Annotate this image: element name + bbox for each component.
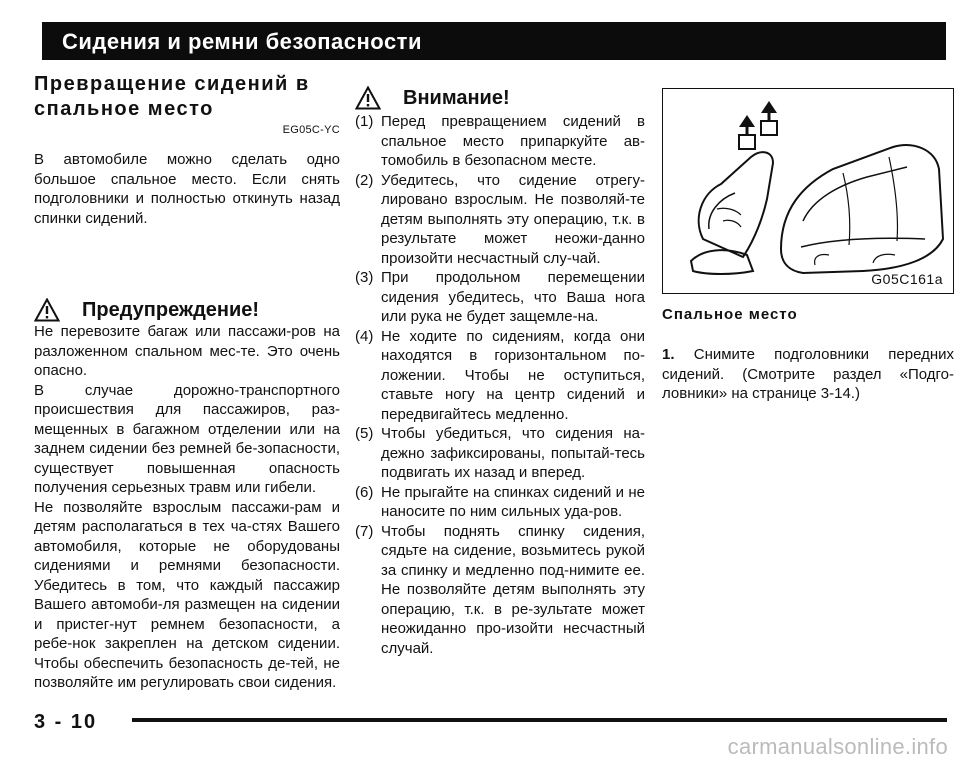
list-item-number: (2) xyxy=(355,171,374,189)
page-number: 3 - 10 xyxy=(34,711,98,733)
list-item xyxy=(355,424,645,483)
warning-text-1: Не перевозите багаж или пассажи-ров на разложенном спальном мес-те. Это очень опасно. xyxy=(34,323,340,379)
right-column xyxy=(662,88,954,404)
section-code: EG05C-YC xyxy=(282,124,340,136)
figure-code: G05C161a xyxy=(871,271,943,287)
attention-title: Внимание! xyxy=(403,86,510,109)
list-item-number: (4) xyxy=(355,327,374,345)
warning-text-2: В случае дорожно-транспортного происшествия для пассажиров, раз-мещенных в багажном отделении или на заднем сидении без ремней бе-зопасности, существует повышенная опасность получения серьезных травм или гибели. xyxy=(34,381,340,496)
sleeping-position-illustration xyxy=(662,88,954,294)
warning-text-3: Не позволяйте взрослым пассажи-рам и детям располагаться в тех ча-стях Вашего автомобиля, которые не оборудованы сидениями и ремнями безопасности. Убедитесь в том, что каждый пассажир Вашего автомоби-ля размещен на сидении и пристег-нут ремнем безопасности, а ребе-нок закреплен на детском сидении. Чтобы обеспечить безопасность де-тей, не позволяйте им регулировать свои сидения. xyxy=(34,498,340,691)
list-item-number: (1) xyxy=(355,113,374,130)
footer-rule xyxy=(132,718,947,722)
middle-column xyxy=(355,86,645,658)
list-item xyxy=(355,327,645,425)
seat-illustration xyxy=(663,89,953,293)
section-title: Превращение сидений в спальное место xyxy=(34,73,310,120)
list-item-number: (7) xyxy=(355,522,374,540)
step-text: Снимите подголовники передних сидений. (Смотрите раздел «Подго-ловники» на странице 3-14.) xyxy=(662,346,954,402)
list-item-number: (3) xyxy=(355,269,374,286)
warning-heading xyxy=(34,298,340,322)
list-item xyxy=(355,522,645,659)
list-item-text: Перед превращением сидений в спальное место припаркуйте ав-томобиль в безопасном месте. xyxy=(381,113,645,169)
list-item xyxy=(355,112,645,171)
list-item xyxy=(355,268,645,327)
intro-paragraph: В автомобиле можно сделать одно большое спальное место. Если снять подголовники и полностью откинуть назад спинки сидений. xyxy=(34,151,340,227)
list-item-text: Чтобы убедиться, что сидения на-дежно зафиксированы, попытай-тесь подвигать их назад и вперед. xyxy=(381,425,645,481)
list-item-text: Убедитесь, что сидение отрегу-лировано взрослым. Не позволяй-те детям выполнять эту операцию, т.к. в результате может неожи-данно произойти несчастный слу-чай. xyxy=(381,171,645,267)
list-item-number: (6) xyxy=(355,483,374,501)
attention-heading xyxy=(355,86,645,110)
watermark: carmanualsonline.info xyxy=(727,734,948,759)
chapter-title: Сидения и ремни безопасности xyxy=(62,29,422,54)
figure-caption: Спальное место xyxy=(662,306,798,323)
warning-triangle-icon xyxy=(34,298,60,322)
caution-list xyxy=(355,112,645,658)
list-item-text: При продольном перемещении сидения убедитесь, что Ваша нога или рука не будет защемле-на. xyxy=(381,269,645,325)
list-item-number: (5) xyxy=(355,425,374,442)
list-item xyxy=(355,171,645,269)
list-item-text: Не ходите по сидениям, когда они находятся в горизонтальном по-ложении. Чтобы не оступиться, ставьте ногу на центр сидений и передвигайтесь медленно. xyxy=(381,327,645,423)
warning-title: Предупреждение! xyxy=(82,298,260,321)
left-column xyxy=(34,72,340,693)
list-item-text: Не прыгайте на спинках сидений и не наносите по ним сильных уда-ров. xyxy=(381,483,645,520)
warning-triangle-icon xyxy=(355,86,381,110)
step-number: 1. xyxy=(662,346,675,363)
step-1 xyxy=(662,345,954,404)
list-item-text: Чтобы поднять спинку сидения, сядьте на сидение, возьмитесь рукой за спинку и медленно под-нимите ее. Не позволяйте детям выполнять эту операцию, т.к. в ре-зультате может неожиданно про-изойти несчастный случай. xyxy=(381,522,645,657)
list-item xyxy=(355,483,645,522)
